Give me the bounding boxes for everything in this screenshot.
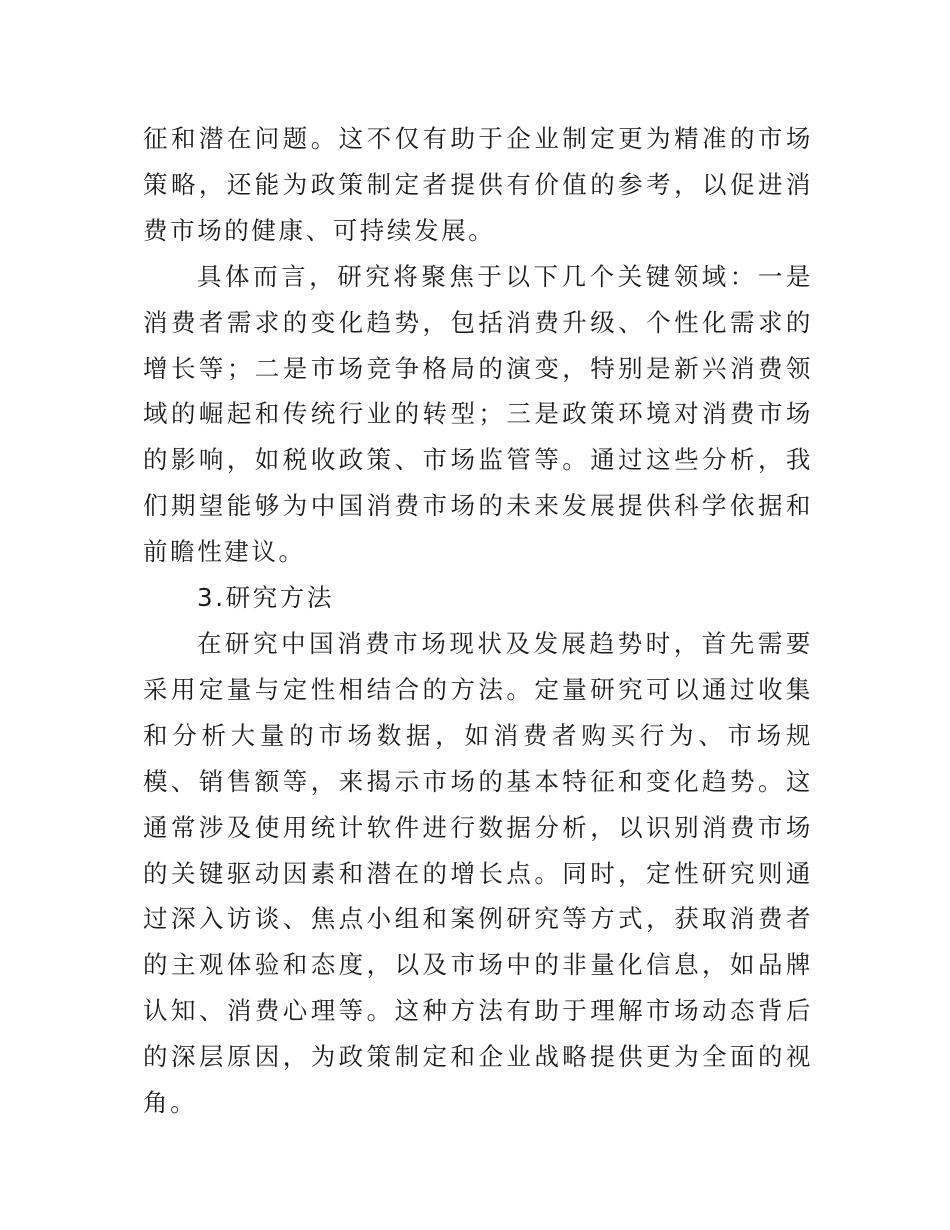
document-body bbox=[143, 116, 813, 1126]
paragraph-research-methods: 在研究中国消费市场现状及发展趋势时，首先需要采用定量与定性相结合的方法。定量研究可以通过收集和分析大量的市场数据，如消费者购买行为、市场规模、销售额等，来揭示市场的基本特征和变化趋势。这通常涉及使用统计软件进行数据分析，以识别消费市场的关键驱动因素和潜在的增长点。同时，定性研究则通过深入访谈、焦点小组和案例研究等方式，获取消费者的主观体验和态度，以及市场中的非量化信息，如品牌认知、消费心理等。这种方法有助于理解市场动态背后的深层原因，为政策制定和企业战略提供更为全面的视角。 bbox=[143, 628, 813, 1118]
section-heading-research-methods: 3.研究方法 bbox=[197, 583, 334, 613]
paragraph-research-focus: 具体而言，研究将聚焦于以下几个关键领域：一是消费者需求的变化趋势，包括消费升级、个性化需求的增长等；二是市场竞争格局的演变，特别是新兴消费领域的崛起和传统行业的转型；三是政策环境对消费市场的影响，如税收政策、市场监管等。通过这些分析，我们期望能够为中国消费市场的未来发展提供科学依据和前瞻性建议。 bbox=[143, 261, 813, 567]
paragraph-continuation: 征和潜在问题。这不仅有助于企业制定更为精准的市场策略，还能为政策制定者提供有价值的参考，以促进消费市场的健康、可持续发展。 bbox=[143, 124, 813, 245]
